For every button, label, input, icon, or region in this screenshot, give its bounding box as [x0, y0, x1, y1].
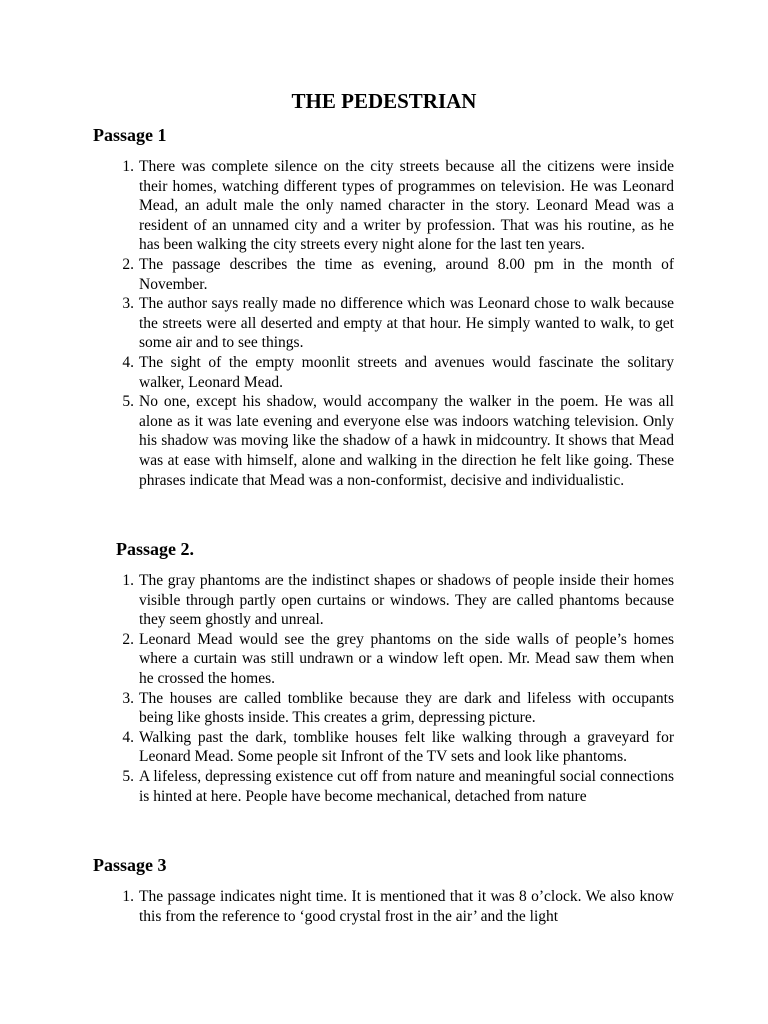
item-text: The houses are called tomblike because they are dark and lifeless with occupants being like ghosts inside. This creates a grim, depressing picture.	[139, 689, 674, 727]
item-number: 1.	[122, 888, 134, 905]
list-item	[108, 157, 674, 255]
list-item	[108, 294, 674, 353]
item-number: 1.	[122, 158, 134, 175]
list-item	[108, 255, 674, 294]
item-text: The passage indicates night time. It is mentioned that it was 8 o’clock. We also know this from the reference to ‘good crystal frost in the air’ and the light	[139, 888, 674, 925]
item-number: 5.	[122, 393, 134, 411]
item-text: A lifeless, depressing existence cut off from nature and meaningful social connections is hinted at here. People have become mechanical, detached from nature	[139, 767, 674, 805]
item-number: 2.	[122, 255, 134, 273]
item-text: The gray phantoms are the indistinct shapes or shadows of people inside their homes visible through partly open curtains or windows. They are called phantoms because they seem ghostly and unreal.	[139, 572, 674, 629]
list-item	[108, 571, 674, 630]
section-heading-passage-3: Passage 3	[93, 855, 167, 875]
list-item	[108, 887, 674, 926]
item-number: 4.	[122, 728, 134, 746]
numbered-list-passage-2	[108, 571, 674, 806]
item-text: The passage describes the time as evening, around 8.00 pm in the month of November.	[139, 255, 674, 293]
list-item	[108, 767, 674, 806]
list-item	[108, 630, 674, 689]
item-text: There was complete silence on the city streets because all the citizens were inside their homes, watching different types of programmes on television. He was Leonard Mead, an adult male the only named character in the story. Leonard Mead was a resident of an unnamed city and a writer by profession. That was his routine, as he has been walking the city streets every night alone for the last ten years.	[139, 158, 674, 254]
item-text: Walking past the dark, tomblike houses felt like walking through a graveyard for Leonard Mead. Some people sit Infront of the TV sets and look like phantoms.	[139, 728, 674, 766]
document-title: THE PEDESTRIAN	[291, 89, 477, 113]
section-heading-passage-1: Passage 1	[93, 125, 167, 145]
list-item	[108, 353, 674, 392]
numbered-list-passage-3	[108, 887, 674, 926]
item-text: The sight of the empty moonlit streets and avenues would fascinate the solitary walker, Leonard Mead.	[139, 353, 674, 391]
item-number: 3.	[122, 295, 134, 313]
item-text: No one, except his shadow, would accompany the walker in the poem. He was all alone as it was late evening and everyone else was indoors watching television. Only his shadow was moving like the shadow of a hawk in midcountry. It shows that Mead was at ease with himself, alone and walking in the direction he felt like going. These phrases indicate that Mead was a non-conformist, decisive and individualistic.	[139, 393, 674, 489]
item-number: 3.	[122, 689, 134, 707]
section-heading-passage-2: Passage 2.	[116, 539, 194, 559]
item-number: 2.	[122, 630, 134, 648]
item-number: 5.	[122, 767, 134, 785]
item-text: The author says really made no difference which was Leonard chose to walk because the streets were all deserted and empty at that hour. He simply wanted to walk, to get some air and to see things.	[139, 295, 674, 352]
list-item	[108, 728, 674, 767]
item-number: 4.	[122, 353, 134, 371]
item-text: Leonard Mead would see the grey phantoms on the side walls of people’s homes where a curtain was still undrawn or a window left open. Mr. Mead saw them when he crossed the homes.	[139, 630, 674, 687]
list-item	[108, 392, 674, 490]
list-item	[108, 689, 674, 728]
numbered-list-passage-1	[108, 157, 674, 490]
item-number: 1.	[122, 572, 134, 589]
